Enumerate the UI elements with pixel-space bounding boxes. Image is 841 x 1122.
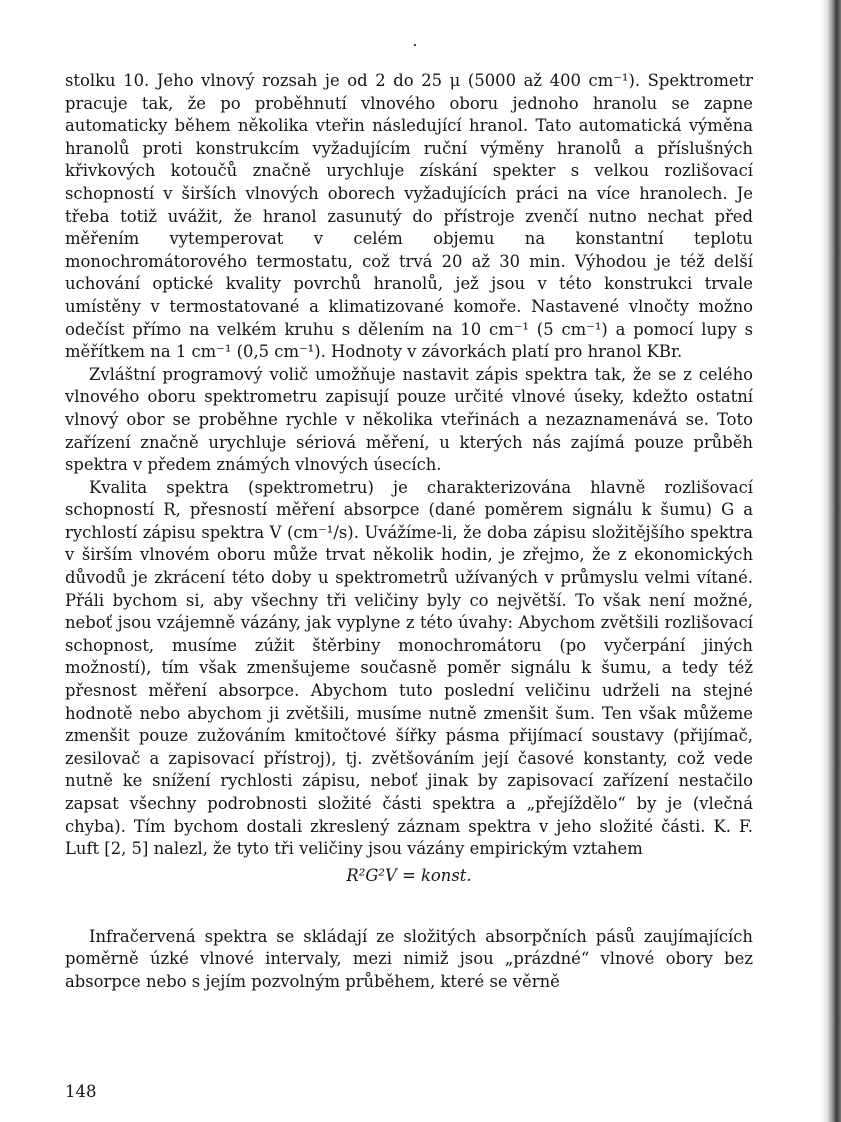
paragraph-4: Infračervená spektra se skládají ze složitých absorpčních pásů zaujímajících poměrně úzké vlnové intervaly, mezi nimiž jsou „prázdné“ vlnové obory bez absorpce nebo s jejím pozvolným průběhem, které se věrně (65, 926, 753, 991)
page-binding-edge (819, 0, 841, 1122)
scan-speck (414, 44, 416, 46)
formula: R²G²V = konst. (346, 865, 472, 885)
paragraph-2: Zvláštní programový volič umožňuje nastavit zápis spektra tak, že se z celého vlnového oboru spektrometru zapisují pouze určité vlnové úseky, kdežto ostatní vlnový obor se proběhne rychle v několika vteřinách a nezaznamenává se. Toto zařízení značně urychluje sériová měření, u kterých nás zajímá pouze průběh spektra v předem známých vlnových úsecích. (65, 364, 753, 475)
paragraph-3: Kvalita spektra (spektrometru) je charakterizována hlavně rozlišovací schopností R, přesností měření absorpce (dané poměrem signálu k šumu) G a rychlostí zápisu spektra V (cm⁻¹/s). Uvážíme-li, že doba zápisu složitějšího spektra v širším vlnovém oboru může trvat několik hodin, je zřejmo, že z ekonomických důvodů je zkrácení této doby u spektrometrů užívaných v průmyslu velmi vítané. Přáli bychom si, aby všechny tři veličiny byly co největší. To však není možné, neboť jsou vzájemně vázány, jak vyplyne z této úvahy: Abychom zvětšili rozlišovací schopnost, musíme zúžit štěrbiny monochromátoru (po vyčerpání jiných možností), tím však zmenšujeme současně poměr signálu k šumu, a tedy též přesnost měření absorpce. Abychom tuto poslední veličinu udrželi na stejné hodnotě nebo abychom ji zvětšili, musíme nutně zmenšit šum. Ten však můžeme zmenšit pouze zužováním kmitočtové šířky pásma přijímací soustavy (přijímač, zesilovač a zapisovací přístroj), tj. zvětšováním její časové konstanty, což vede nutně ke snížení rychlosti zápisu, neboť jinak by zapisovací zařízení nestačilo zapsat všechny podrobnosti složité části spektra a „přejíždělo“ by je (vlečná chyba). Tím bychom dostali zkreslený záznam spektra v jeho složité části. K. F. Luft [2, 5] nalezl, že tyto tři veličiny jsou vázány empirickým vztahem (65, 477, 753, 859)
body-text (65, 70, 753, 994)
page-number: 148 (65, 1082, 97, 1101)
paragraph-1: stolku 10. Jeho vlnový rozsah je od 2 do 25 μ (5000 až 400 cm⁻¹). Spektrometr pracuje tak, že po proběhnutí vlnového oboru jednoho hranolu se zapne automaticky během několika vteřin následující hranol. Tato automatická výměna hranolů proti konstrukcím vyžadujícím ruční výměny hranolů a příslušných křivkových kotoučů značně urychluje získání spekter s velkou rozlišovací schopností v širších vlnových oborech vyžadujících práci na více hranolech. Je třeba totiž uvážit, že hranol zasunutý do přístroje zvenčí nutno nechat před měřením vytemperovat v celém objemu na konstantní teplotu monochromátorového termostatu, což trvá 20 až 30 min. Výhodou je též delší uchování optické kvality povrchů hranolů, jež jsou v této konstrukci trvale umístěny v termostatované a klimatizované komoře. Nastavené vlnočty možno odečíst přímo na velkém kruhu s dělením na 10 cm⁻¹ (5 cm⁻¹) a pomocí lupy s měřítkem na 1 cm⁻¹ (0,5 cm⁻¹). Hodnoty v závorkách platí pro hranol KBr. (65, 71, 753, 362)
